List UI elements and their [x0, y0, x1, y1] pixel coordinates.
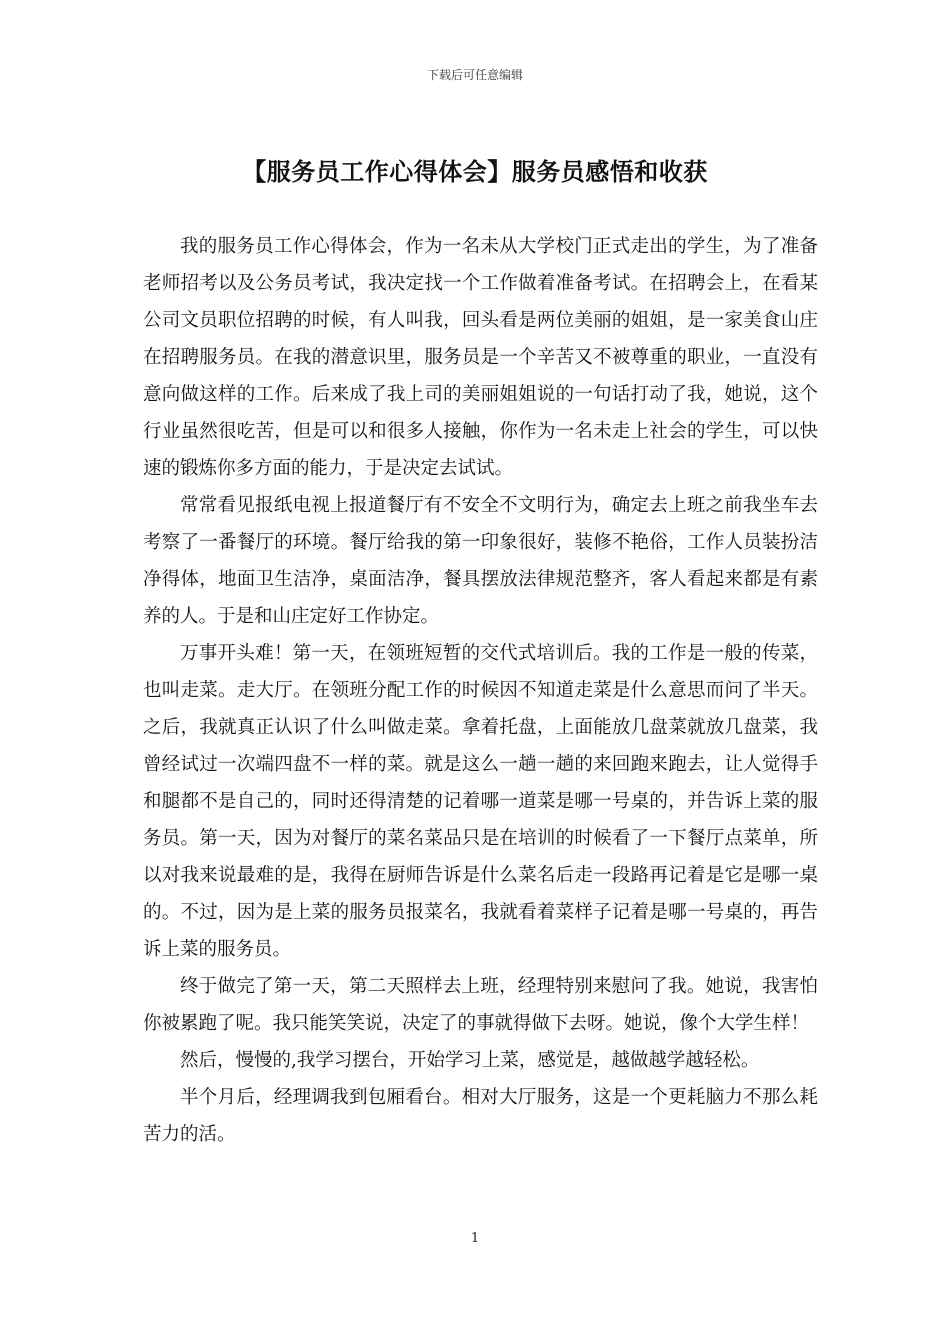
header-note: 下载后可任意编辑 [426, 68, 523, 82]
page-number: 1 [470, 1231, 480, 1246]
document-body [143, 228, 818, 1153]
paragraph-2: 常常看见报纸电视上报道餐厅有不安全不文明行为，确定去上班之前我坐车去考察了一番餐厅的环境。餐厅给我的第一印象很好，装修不艳俗，工作人员装扮洁净得体，地面卫生洁净，桌面洁净，餐具摆放法律规范整齐，客人看起来都是有素养的人。于是和山庄定好工作协定。 [143, 495, 818, 627]
paragraph-4: 终于做完了第一天，第二天照样去上班，经理特别来慰问了我。她说，我害怕你被累跑了呢。我只能笑笑说，决定了的事就得做下去呀。她说，像个大学生样！ [143, 976, 818, 1034]
document-title: 【服务员工作心得体会】服务员感悟和收获 [242, 158, 708, 186]
paragraph-5: 然后，慢慢的,我学习摆台，开始学习上菜，感觉是，越做越学越轻松。 [180, 1050, 760, 1071]
paragraph-3: 万事开头难！第一天，在领班短暂的交代式培训后。我的工作是一般的传菜，也叫走菜。走大厅。在领班分配工作的时候因不知道走菜是什么意思而问了半天。之后，我就真正认识了什么叫做走菜。拿着托盘，上面能放几盘菜就放几盘菜，我曾经试过一次端四盘不一样的菜。就是这么一趟一趟的来回跑来跑去，让人觉得手和腿都不是自己的，同时还得清楚的记着哪一道菜是哪一号桌的，并告诉上菜的服务员。第一天，因为对餐厅的菜名菜品只是在培训的时候看了一下餐厅点菜单，所以对我来说最难的是，我得在厨师告诉是什么菜名后走一段路再记着是它是哪一桌的。不过，因为是上菜的服务员报菜名，我就看着菜样子记着是哪一号桌的，再告诉上菜的服务员。 [143, 643, 818, 960]
paragraph-1: 我的服务员工作心得体会，作为一名未从大学校门正式走出的学生，为了准备老师招考以及公务员考试，我决定找一个工作做着准备考试。在招聘会上，在看某公司文员职位招聘的时候，有人叫我，回头看是两位美丽的姐姐，是一家美食山庄在招聘服务员。在我的潜意识里，服务员是一个辛苦又不被尊重的职业，一直没有意向做这样的工作。后来成了我上司的美丽姐姐说的一句话打动了我，她说，这个行业虽然很吃苦，但是可以和很多人接触，你作为一名未走上社会的学生，可以快速的锻炼你多方面的能力，于是决定去试试。 [143, 236, 818, 479]
paragraph-6: 半个月后，经理调我到包厢看台。相对大厅服务，这是一个更耗脑力不那么耗苦力的活。 [143, 1087, 818, 1145]
